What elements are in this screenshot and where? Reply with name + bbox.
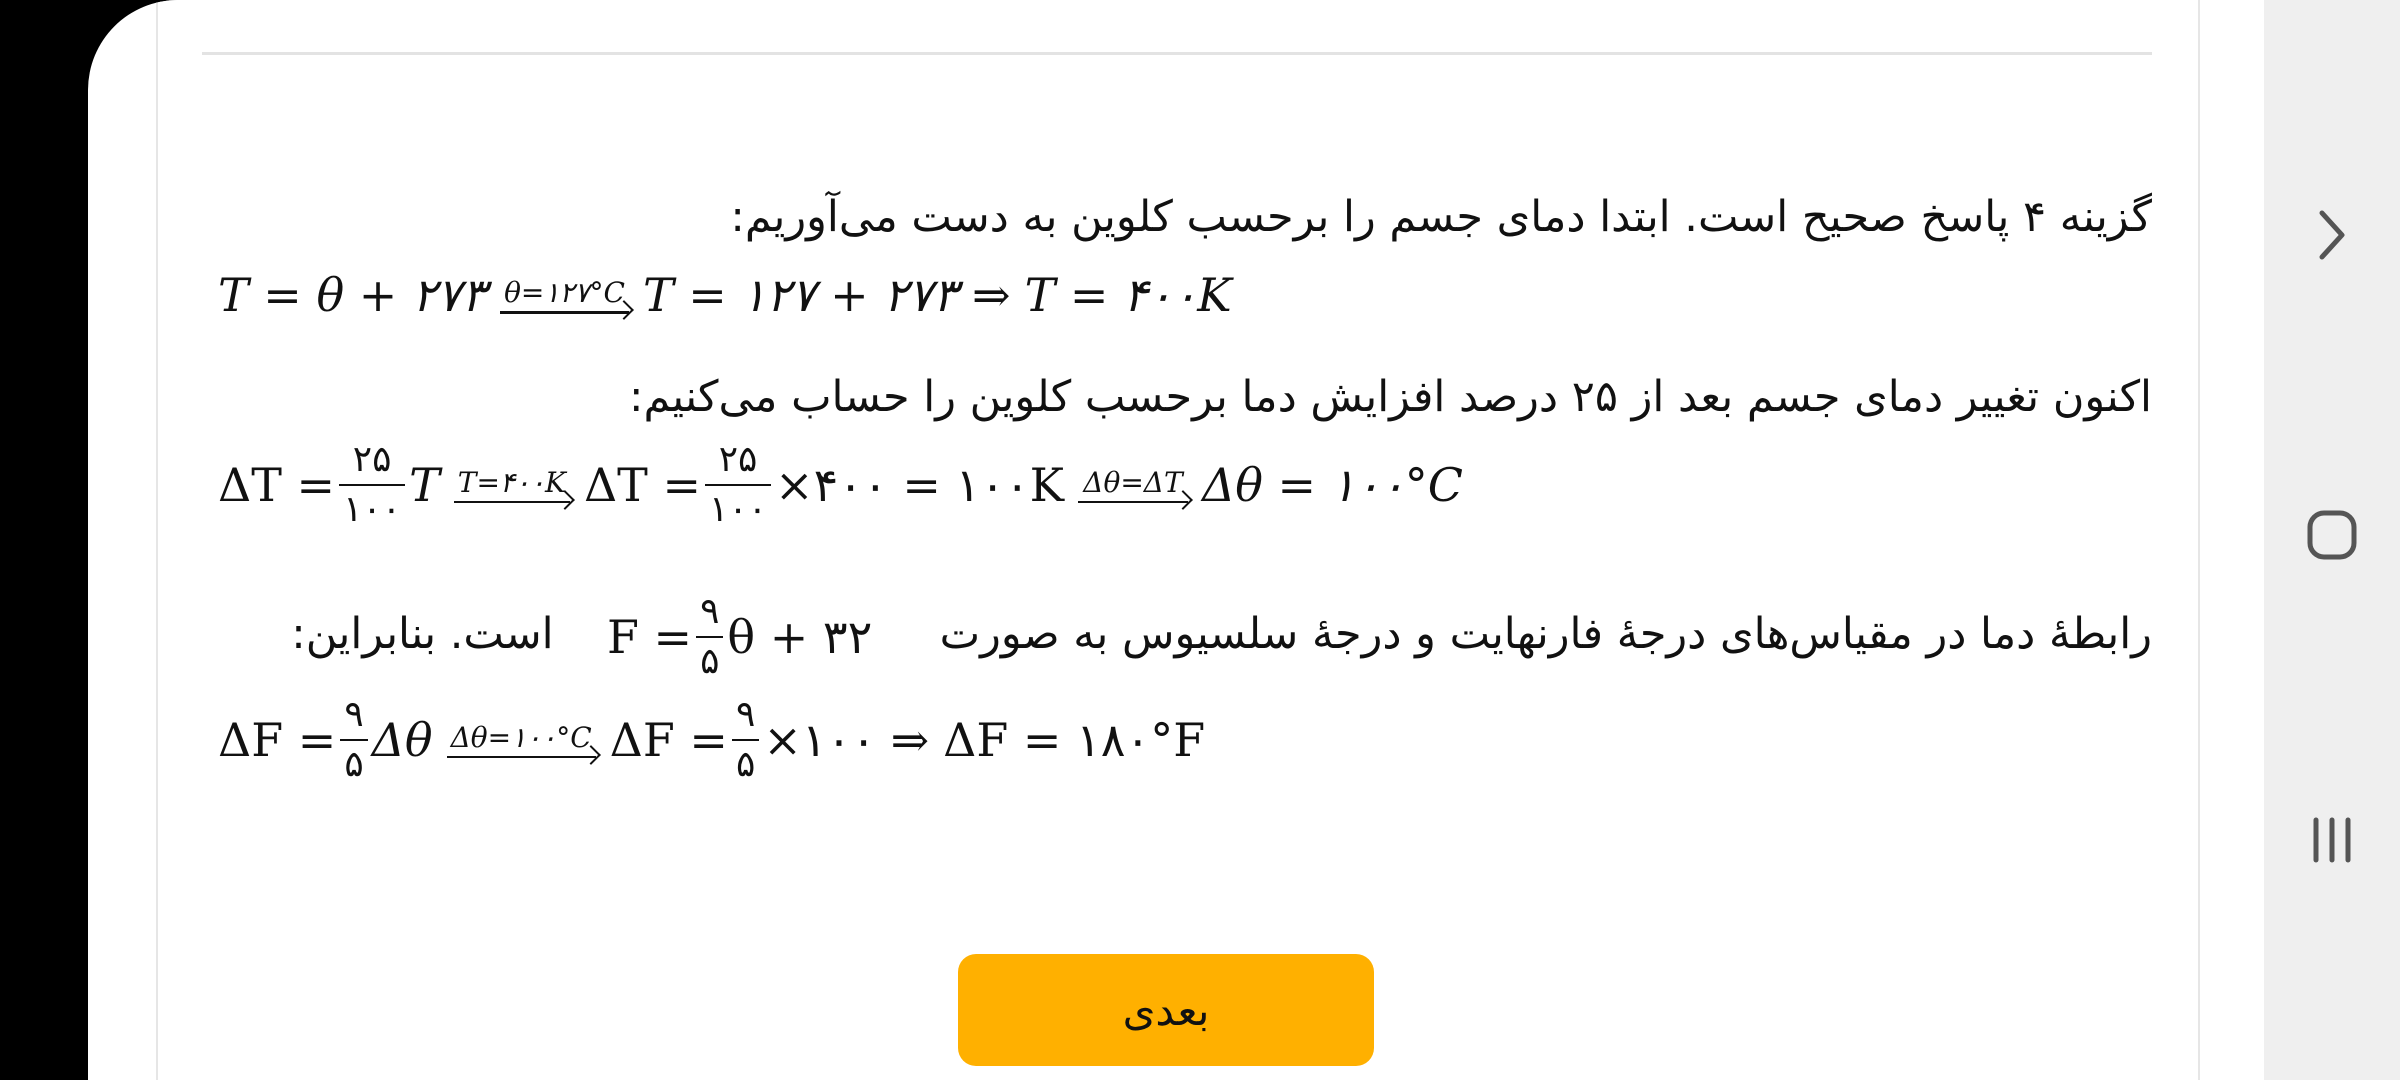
fraction-numerator: ۲۵ [718, 439, 758, 480]
fahrenheit-formula [607, 592, 872, 681]
eq2-arrow-2-label: Δθ=ΔT [1083, 465, 1183, 499]
eq2-lhs-start: ΔT = [218, 457, 336, 512]
eq2-arrow-1-label: T=۴۰۰K [457, 465, 566, 499]
fraction-denominator: ۱۰۰ [705, 484, 771, 530]
divider [202, 52, 2152, 55]
eq4-mid-end: ×۱۰۰ ⇒ [763, 712, 930, 767]
eq1-result: T = ۴۰۰K [1024, 268, 1232, 322]
fraction-denominator: ۵ [340, 739, 367, 785]
eq1-arrow [500, 276, 629, 314]
line3-start: رابطهٔ دما در مقیاس‌های درجهٔ فارنهایت و درجهٔ سلسیوس به صورت [939, 609, 2152, 660]
eq4-arrow-label: Δθ=۱۰۰°C [450, 720, 592, 754]
eq2-lhs-end: T [409, 457, 440, 512]
eq3-lhs-start: F = [606, 609, 693, 664]
eq2-result: Δθ = ۱۰۰°C [1201, 457, 1464, 512]
eq4-result: ΔF = ۱۸۰°F [943, 712, 1206, 767]
fraction-numerator: ۲۵ [352, 439, 392, 480]
navigation-bar [2264, 0, 2400, 1080]
eq2-arrow-1 [454, 466, 570, 504]
equation-kelvin [218, 268, 1232, 322]
fraction-numerator: ۹ [344, 694, 364, 735]
chevron-right-icon[interactable] [2264, 195, 2400, 275]
arrow-icon [1078, 501, 1188, 504]
eq1-arrow-label: θ=۱۲۷°C [504, 276, 625, 310]
recents-icon[interactable] [2264, 800, 2400, 880]
fraction-numerator: ۹ [700, 591, 720, 632]
arrow-icon [447, 756, 596, 759]
app-screen [88, 0, 2264, 1080]
eq4-arrow [447, 721, 596, 759]
eq3-fraction [696, 592, 723, 681]
home-icon[interactable] [2264, 495, 2400, 575]
eq2-fraction-1 [339, 440, 405, 529]
fraction-denominator: ۵ [732, 739, 759, 785]
equation-delta-f [218, 695, 1205, 784]
explanation-line-1: گزینه ۴ پاسخ صحیح است. ابتدا دمای جسم را برحسب کلوین به دست می‌آوریم: [730, 192, 2152, 242]
equation-delta-t [218, 440, 1463, 529]
eq2-mid-end: ×۴۰۰ = ۱۰۰K [775, 457, 1064, 512]
eq4-fraction-2 [732, 695, 759, 784]
line3-end: است. بنابراین: [291, 609, 554, 660]
explanation-line-3 [291, 592, 2152, 681]
arrow-icon [500, 311, 629, 314]
eq3-lhs-end: θ + ۳۲ [727, 609, 873, 664]
eq2-mid-start: ΔT = [583, 457, 702, 512]
explanation-line-2: اکنون تغییر دمای جسم بعد از ۲۵ درصد افزایش دما برحسب کلوین را حساب می‌کنیم: [629, 372, 2152, 422]
fraction-denominator: ۱۰۰ [339, 484, 405, 530]
eq4-lhs-end: Δθ [371, 712, 433, 767]
fraction-numerator: ۹ [735, 694, 756, 735]
eq4-fraction-1 [340, 695, 367, 784]
fraction-denominator: ۵ [696, 636, 723, 682]
eq4-lhs-start: ΔF = [218, 712, 337, 767]
arrow-icon [454, 501, 570, 504]
eq1-middle: T = ۱۲۷ + ۲۷۳ ⇒ [642, 268, 1011, 322]
eq2-arrow-2 [1078, 466, 1188, 504]
solution-card [156, 0, 2200, 1080]
next-button[interactable]: بعدی [958, 954, 1374, 1066]
eq2-fraction-2 [705, 440, 771, 529]
eq4-mid-start: ΔF = [609, 712, 728, 767]
eq1-lhs: T = θ + ۲۷۳ [218, 268, 487, 322]
